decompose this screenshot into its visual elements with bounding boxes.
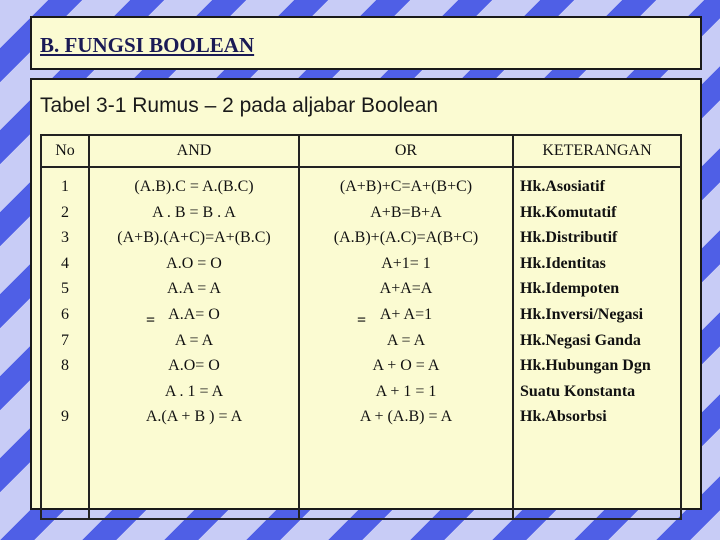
- row-number: 8: [61, 357, 69, 375]
- content-panel: [30, 78, 702, 510]
- and-formula: A = A: [174, 331, 214, 349]
- and-formula: A.A= O =: [146, 305, 220, 329]
- row-number: [42, 379, 88, 405]
- body-row: [41, 167, 681, 519]
- law-description: Hk.Hubungan Dgn: [520, 357, 651, 375]
- and-formula: A.O= O: [168, 357, 220, 375]
- law-description: Hk.Absorbsi: [520, 408, 607, 426]
- or-formula: A + O = A: [372, 357, 440, 375]
- keterangan-lines: [514, 168, 680, 430]
- or-formula: A+ A=1 =: [357, 305, 433, 329]
- header-row: [41, 135, 681, 167]
- negation-mark: =: [146, 311, 156, 329]
- and-formula: A . 1 = A: [164, 382, 224, 400]
- row-number: 9: [61, 408, 69, 426]
- row-number: 4: [61, 254, 69, 272]
- law-description: Hk.Distributif: [520, 229, 618, 247]
- law-description: Hk.Identitas: [520, 254, 606, 272]
- or-formula: A+1= 1: [381, 254, 431, 272]
- or-formula: A = A: [386, 331, 426, 349]
- row-number: 3: [61, 229, 69, 247]
- and-lines: [90, 168, 298, 430]
- and-formula: A.(A + B ) = A: [145, 408, 243, 426]
- or-formula: A+A=A: [379, 280, 433, 298]
- row-number: 6: [61, 305, 69, 323]
- or-formula: A + 1 = 1: [375, 382, 437, 400]
- or-lines: [300, 168, 512, 430]
- slide-title: B. FUNGSI BOOLEAN: [40, 33, 255, 57]
- header-or: OR: [299, 135, 513, 167]
- row-number: 2: [61, 203, 69, 221]
- and-formula: (A+B).(A+C)=A+(B.C): [117, 229, 271, 247]
- and-formula: A.A = A: [167, 280, 221, 298]
- and-formula: A.O = O: [166, 254, 222, 272]
- law-description: Hk.Asosiatif: [520, 178, 605, 195]
- or-formula: A+B=B+A: [370, 203, 442, 221]
- and-column: [89, 167, 299, 519]
- keterangan-column: [513, 167, 681, 519]
- header-and: AND: [89, 135, 299, 167]
- no-column: [41, 167, 89, 519]
- law-description: Hk.Idempoten: [520, 280, 620, 298]
- and-formula: A . B = B . A: [152, 203, 236, 221]
- or-formula: (A.B)+(A.C)=A(B+C): [333, 229, 479, 247]
- or-formula: A + (A.B) = A: [359, 408, 453, 426]
- or-formula: (A+B)+C=A+(B+C): [339, 178, 473, 195]
- law-description: Suatu Konstanta: [520, 382, 636, 400]
- row-number: 1: [61, 178, 69, 195]
- law-description: Hk.Negasi Ganda: [520, 331, 641, 349]
- row-number: 5: [61, 280, 69, 298]
- or-column: [299, 167, 513, 519]
- and-formula: (A.B).C = A.(B.C): [134, 178, 254, 195]
- header-keterangan: KETERANGAN: [513, 135, 681, 167]
- negation-mark: =: [357, 311, 367, 329]
- law-description: Hk.Inversi/Negasi: [520, 305, 644, 323]
- boolean-formula-table: [40, 134, 682, 520]
- table-caption: Tabel 3-1 Rumus – 2 pada aljabar Boolean: [40, 94, 439, 117]
- row-number: 7: [61, 331, 69, 349]
- title-panel: [30, 16, 702, 70]
- header-no: No: [41, 135, 89, 167]
- no-lines: [42, 168, 88, 430]
- law-description: Hk.Komutatif: [520, 203, 617, 221]
